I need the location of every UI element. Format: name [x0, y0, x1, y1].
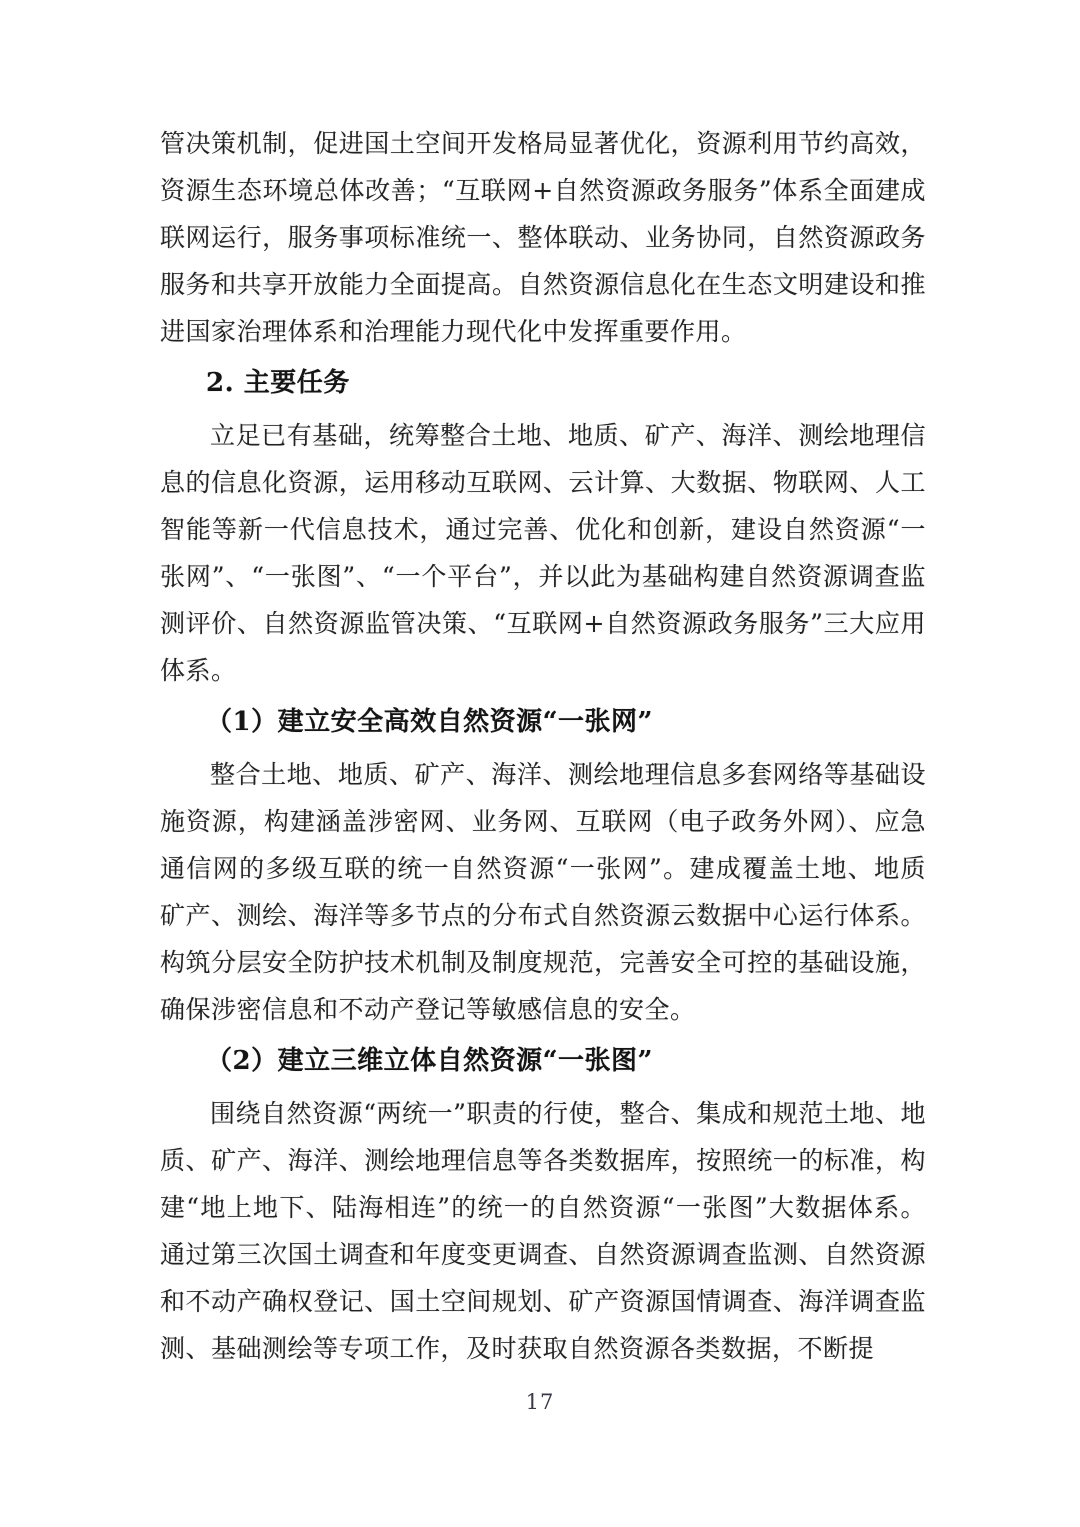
body-paragraph: 管决策机制，促进国土空间开发格局显著优化，资源利用节约高效，资源生态环境总体改善；“互联网+自然资源政务服务”体系全面建成联网运行，服务事项标准统一、整体联动、业务协同，自然资源政务服务和共享开放能力全面提高。自然资源信息化在生态文明建设和推进国家治理体系和治理能力现代化中发挥重要作用。 [160, 129, 926, 346]
section-heading: 2. 主要任务 [206, 368, 350, 398]
body-paragraph: 围绕自然资源“两统一”职责的行使，整合、集成和规范土地、地质、矿产、海洋、测绘地理信息等各类数据库，按照统一的标准，构建“地上地下、陆海相连”的统一的自然资源“一张图”大数据体系。通过第三次国土调查和年度变更调查、自然资源调查监测、自然资源和不动产确权登记、国土空间规划、矿产资源国情调查、海洋调查监测、基础测绘等专项工作，及时获取自然资源各类数据，不断提 [160, 1099, 926, 1363]
body-paragraph: 立足已有基础，统筹整合土地、地质、矿产、海洋、测绘地理信息的信息化资源，运用移动互联网、云计算、大数据、物联网、人工智能等新一代信息技术，通过完善、优化和创新，建设自然资源“一张网”、“一张图”、“一个平台”，并以此为基础构建自然资源调查监测评价、自然资源监管决策、“互联网+自然资源政务服务”三大应用体系。 [160, 421, 926, 685]
page-number: 17 [525, 1390, 555, 1414]
section-heading: （1）建立安全高效自然资源“一张网” [206, 707, 654, 737]
section-heading: （2）建立三维立体自然资源“一张图” [206, 1046, 654, 1076]
body-paragraph: 整合土地、地质、矿产、海洋、测绘地理信息多套网络等基础设施资源，构建涵盖涉密网、业务网、互联网（电子政务外网）、应急通信网的多级互联的统一自然资源“一张网”。建成覆盖土地、地质矿产、测绘、海洋等多节点的分布式自然资源云数据中心运行体系。构筑分层安全防护技术机制及制度规范，完善安全可控的基础设施，确保涉密信息和不动产登记等敏感信息的安全。 [160, 760, 926, 1024]
document-body [160, 120, 926, 1372]
